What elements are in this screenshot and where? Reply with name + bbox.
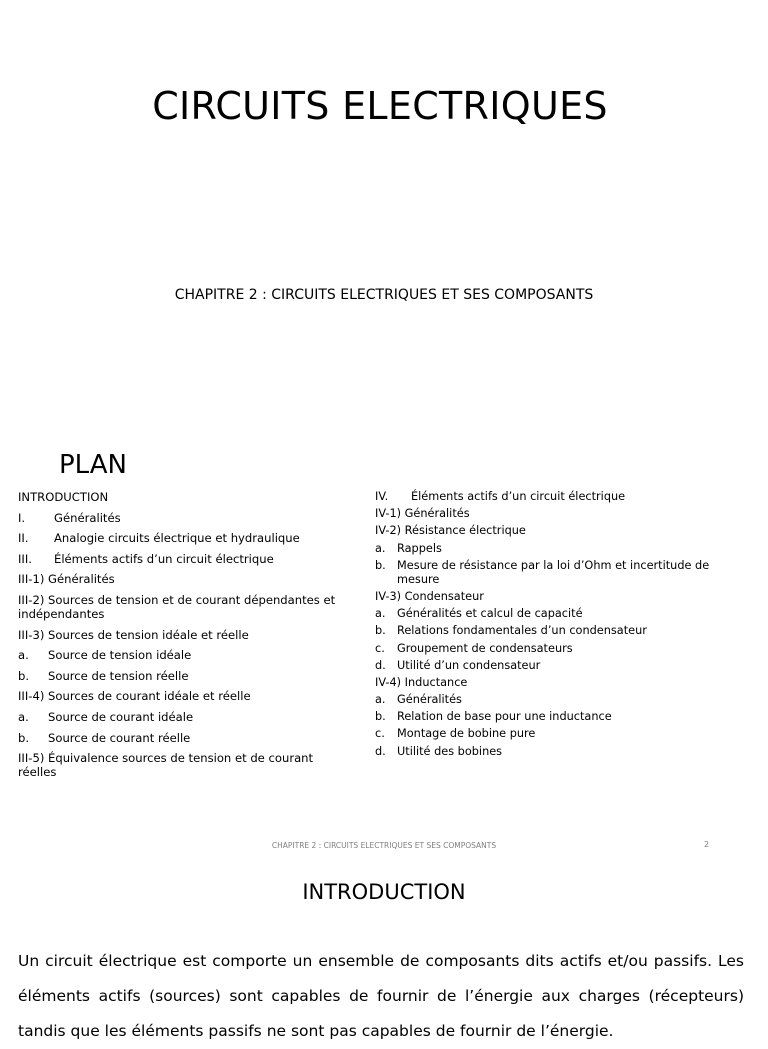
plan-item <box>375 507 735 521</box>
plan-item-marker: d. <box>375 658 386 672</box>
plan-item-text: Source de courant idéale <box>48 709 194 724</box>
plan-item-text: III-3) Sources de tension idéale et réelle <box>18 627 249 642</box>
plan-item-text: Mesure de résistance par la loi d’Ohm et incertitude de mesure <box>397 558 710 586</box>
plan-item <box>375 607 735 621</box>
plan-item-marker: a. <box>375 607 386 621</box>
plan-item <box>375 542 735 556</box>
plan-item-text: Relation de base pour une inductance <box>397 710 612 724</box>
plan-slide <box>0 432 768 864</box>
plan-item-marker: b. <box>375 624 386 638</box>
plan-item <box>18 572 348 586</box>
introduction-slide <box>0 864 768 1040</box>
plan-item-marker: III. <box>18 551 32 566</box>
plan-item-marker: b. <box>375 710 386 724</box>
plan-item-text: Source de tension idéale <box>48 648 192 663</box>
plan-item <box>18 531 348 545</box>
plan-item-marker: b. <box>375 558 386 572</box>
plan-item <box>18 511 348 525</box>
main-title: CIRCUITS ELECTRIQUES <box>152 84 608 128</box>
plan-right-column <box>375 490 735 762</box>
plan-item-text: III-4) Sources de courant idéale et réelle <box>18 689 251 704</box>
plan-item-text: Utilité d’un condensateur <box>397 658 541 672</box>
plan-item-text: III-2) Sources de tension et de courant dépendantes et indépendantes <box>18 592 336 621</box>
plan-item <box>375 745 735 759</box>
plan-item-text: Montage de bobine pure <box>397 727 536 741</box>
chapter-subtitle: CHAPITRE 2 : CIRCUITS ELECTRIQUES ET SES COMPOSANTS <box>174 287 594 303</box>
plan-left-column <box>18 490 348 786</box>
plan-item-text: Éléments actifs d’un circuit électrique <box>411 490 626 503</box>
plan-item-text: Groupement de condensateurs <box>397 641 573 655</box>
plan-item-marker: b. <box>18 730 30 745</box>
plan-title: PLAN <box>59 450 127 480</box>
plan-item-text: Utilité des bobines <box>397 744 503 758</box>
plan-item-text: INTRODUCTION <box>18 490 109 504</box>
plan-item-marker: a. <box>375 541 386 555</box>
plan-item-text: IV-4) Inductance <box>375 675 468 689</box>
plan-item-text: III-1) Généralités <box>18 572 115 587</box>
plan-item-text: Rappels <box>397 541 442 555</box>
plan-item <box>375 710 735 724</box>
plan-item-text: Source de courant réelle <box>48 730 191 745</box>
plan-item <box>18 751 348 779</box>
plan-item-marker: IV. <box>375 490 389 503</box>
plan-item <box>18 689 348 703</box>
plan-item-marker: II. <box>18 531 29 546</box>
plan-item <box>375 490 735 504</box>
plan-item-marker: b. <box>18 668 30 683</box>
plan-item-marker: a. <box>18 709 29 724</box>
plan-item-text: Éléments actifs d’un circuit électrique <box>54 551 274 566</box>
introduction-title: INTRODUCTION <box>302 880 466 904</box>
plan-item <box>375 524 735 538</box>
plan-item <box>18 490 348 504</box>
plan-item-marker: c. <box>375 727 385 741</box>
plan-item-text: IV-2) Résistance électrique <box>375 524 526 538</box>
plan-item-text: IV-3) Condensateur <box>375 589 484 603</box>
title-slide <box>0 0 768 432</box>
plan-item <box>18 710 348 724</box>
plan-item-text: Généralités <box>397 693 462 707</box>
plan-item-marker: d. <box>375 744 386 758</box>
plan-item <box>375 559 735 587</box>
plan-item-marker: I. <box>18 510 26 525</box>
plan-item-text: III-5) Équivalence sources de tension et de courant réelles <box>18 751 314 780</box>
plan-item-text: Généralités <box>54 510 121 525</box>
plan-item <box>375 642 735 656</box>
plan-item <box>18 669 348 683</box>
plan-item <box>375 624 735 638</box>
plan-item <box>18 648 348 662</box>
page-number: 2 <box>704 840 710 849</box>
plan-item-marker: a. <box>18 648 29 663</box>
plan-item <box>375 693 735 707</box>
plan-item <box>375 590 735 604</box>
plan-item <box>18 593 348 621</box>
plan-item <box>18 552 348 566</box>
plan-item <box>18 731 348 745</box>
plan-item-text: Source de tension réelle <box>48 668 189 683</box>
plan-item-text: IV-1) Généralités <box>375 507 470 521</box>
plan-item <box>375 676 735 690</box>
plan-item-marker: a. <box>375 693 386 707</box>
plan-item <box>375 659 735 673</box>
plan-item-marker: c. <box>375 641 385 655</box>
plan-item <box>18 628 348 642</box>
plan-item-text: Généralités et calcul de capacité <box>397 607 583 621</box>
plan-item <box>375 727 735 741</box>
introduction-body: Un circuit électrique est comporte un ensemble de composants dits actifs et/ou passifs. Les éléments actifs (sources) sont capables de fournir de l’énergie aux charges (récepteurs) tandis que les éléments passifs ne sont pas capables de fournir de l’énergie. <box>18 952 744 1040</box>
slide-footer: CHAPITRE 2 : CIRCUITS ELECTRIQUES ET SES COMPOSANTS <box>271 841 497 850</box>
plan-item-text: Relations fondamentales d’un condensateur <box>397 624 647 638</box>
plan-item-text: Analogie circuits électrique et hydraulique <box>54 531 300 546</box>
